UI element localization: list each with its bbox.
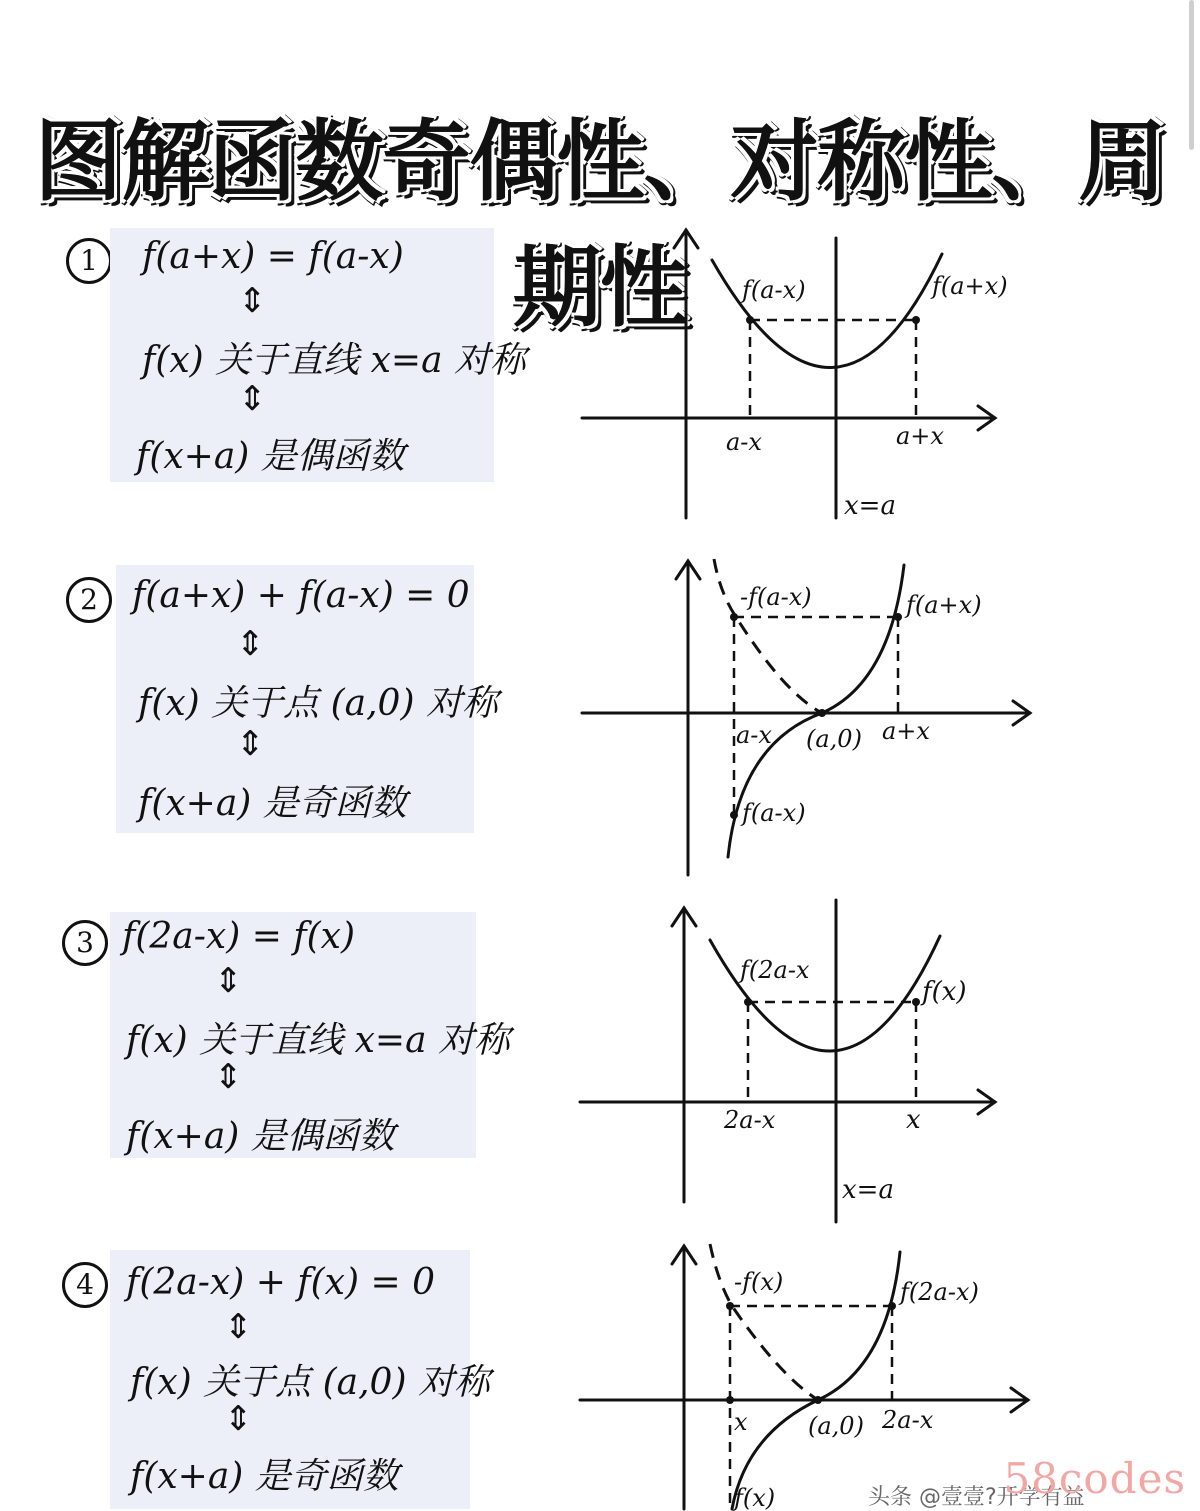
parabola-curve	[712, 254, 942, 368]
label-axis-line: x=a	[844, 491, 896, 521]
formula-card	[110, 228, 526, 482]
equivalence-arrow: ⇕	[238, 379, 267, 419]
label-right-point: f(a+x)	[932, 272, 1008, 300]
item-number-badge: 4	[62, 1262, 108, 1308]
item-number-badge: 2	[66, 577, 112, 623]
label-right-point: f(2a-x)	[900, 1278, 979, 1306]
item-2	[0, 565, 1200, 885]
point-right	[912, 316, 920, 324]
formula-line: f(x) 关于直线 x=a 对称	[142, 340, 526, 381]
item-3	[0, 912, 1200, 1232]
formula-line: f(x+a) 是偶函数	[126, 1116, 395, 1157]
label-center: (a,0)	[808, 1412, 864, 1440]
formula-line: f(x+a) 是偶函数	[136, 436, 405, 477]
label-x-left: x	[734, 1408, 748, 1436]
label-right-point: f(a+x)	[906, 591, 982, 619]
graph-1	[570, 218, 1010, 528]
watermark: 58codes	[1003, 1454, 1186, 1503]
label-left-bottom: f(x)	[734, 1484, 776, 1511]
point-center	[814, 1396, 822, 1404]
formula-line: f(x) 关于点 (a,0) 对称	[130, 1362, 490, 1403]
label-axis-line: x=a	[842, 1175, 894, 1205]
label-right-point: f(x)	[922, 977, 967, 1007]
label-x-left: a-x	[736, 721, 772, 749]
item-number-badge: 3	[62, 920, 108, 966]
equivalence-arrow: ⇕	[236, 724, 265, 764]
label-x-right: a+x	[896, 422, 944, 450]
equivalence-arrow: ⇕	[214, 961, 243, 1001]
formula-card	[110, 1250, 490, 1509]
formula-line: f(2a-x) = f(x)	[122, 916, 356, 957]
label-left-point: f(a-x)	[742, 276, 806, 304]
formula-line: f(x+a) 是奇函数	[130, 1456, 399, 1497]
formula-line: f(x+a) 是奇函数	[138, 783, 407, 824]
equivalence-arrow: ⇕	[224, 1399, 253, 1439]
point-center	[818, 709, 826, 717]
formula-line: f(x) 关于点 (a,0) 对称	[138, 683, 498, 724]
formula-line: f(x) 关于直线 x=a 对称	[126, 1020, 510, 1061]
item-1	[0, 228, 1200, 528]
point-x	[726, 1396, 734, 1404]
equivalence-arrow: ⇕	[224, 1307, 253, 1347]
point-left-top	[730, 613, 738, 621]
formula-card	[116, 565, 498, 833]
point-left-bottom	[730, 811, 738, 819]
page-title: 图解函数奇偶性、对称性、周期性	[34, 110, 1166, 339]
label-x-right: x	[906, 1105, 921, 1135]
label-x-left: a-x	[726, 428, 762, 456]
label-x-right: 2a-x	[882, 1406, 934, 1434]
label-x-right: a+x	[882, 717, 930, 745]
label-left-top: -f(x)	[734, 1268, 784, 1296]
point-right	[912, 998, 920, 1006]
formula-line: f(a+x) = f(a-x)	[142, 236, 404, 277]
point-left-top	[726, 1302, 734, 1310]
equivalence-arrow: ⇕	[238, 281, 267, 321]
graph-2	[570, 553, 1040, 883]
point-left	[746, 316, 754, 324]
label-left-top: -f(a-x)	[740, 583, 812, 611]
parabola-curve	[710, 936, 940, 1051]
equivalence-arrow: ⇕	[214, 1057, 243, 1097]
label-left-point: f(2a-x	[740, 956, 810, 984]
label-left-bottom: f(a-x)	[742, 799, 806, 827]
formula-line: f(a+x) + f(a-x) = 0	[132, 575, 470, 616]
label-center: (a,0)	[806, 725, 862, 753]
graph-3	[570, 896, 1010, 1226]
formula-line: f(2a-x) + f(x) = 0	[126, 1262, 435, 1303]
point-left	[744, 998, 752, 1006]
graph-4	[570, 1238, 1040, 1509]
author-caption: 头条 @壹壹?开学有益	[868, 1485, 1085, 1510]
point-right	[894, 613, 902, 621]
equivalence-arrow: ⇕	[236, 624, 265, 664]
point-right	[888, 1302, 896, 1310]
label-x-left: 2a-x	[724, 1106, 776, 1134]
item-number-badge: 1	[66, 238, 112, 284]
formula-card	[110, 912, 510, 1158]
